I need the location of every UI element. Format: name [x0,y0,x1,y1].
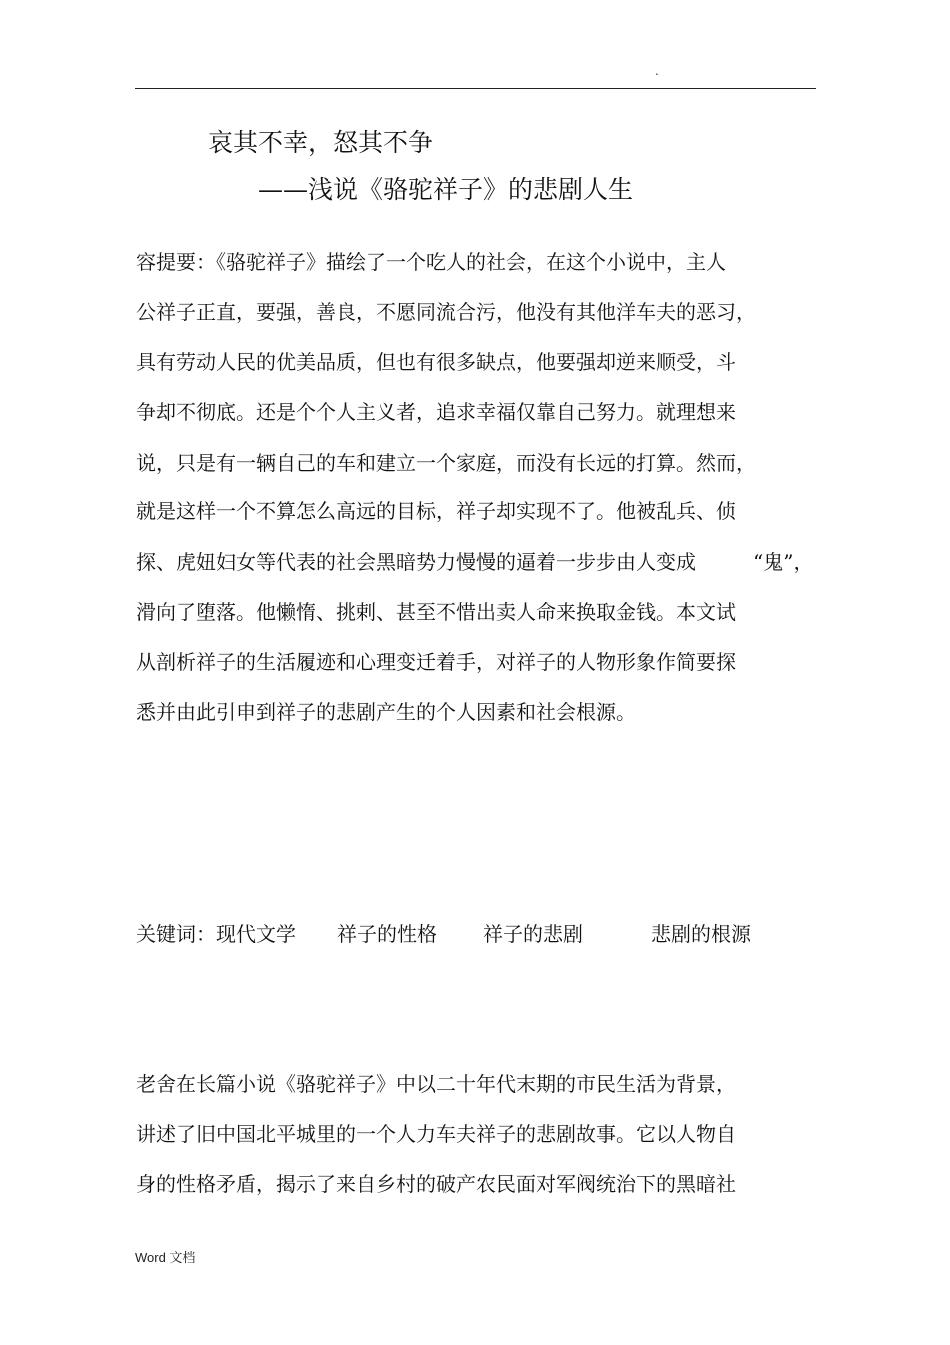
body-line: 身的性格矛盾，揭示了来自乡村的破产农民面对军阀统治下的黑暗社 [136,1172,736,1196]
body-line: 老舍在长篇小说《骆驼祥子》中以二十年代末期的市民生活为背景， [136,1072,736,1096]
abstract-line: 从剖析祥子的生活履迹和心理变迁着手，对祥子的人物形象作简要探 [136,650,736,674]
abstract-line: 说，只是有一辆自己的车和建立一个家庭，而没有长远的打算。然而， [136,451,756,475]
document-subtitle: ——浅说《骆驼祥子》的悲剧人生 [258,175,634,204]
footer-label: Word 文档 [135,1250,196,1265]
abstract-line: 容提要：《骆驼祥子》描绘了一个吃人的社会，在这个小说中，主人 [136,250,726,274]
abstract-line: 悉并由此引申到祥子的悲剧产生的个人因素和社会根源。 [136,700,636,724]
abstract-line: 就是这样一个不算怎么高远的目标，祥子却实现不了。他被乱兵、侦 [136,499,736,523]
keyword-item: 祥子的性格 [337,922,437,946]
keywords-label: 关键词：现代文学 [136,922,296,946]
abstract-line: 探、虎妞妇女等代表的社会黑暗势力慢慢的逼着一步步由人变成 [136,550,696,574]
keyword-item: 祥子的悲剧 [483,922,583,946]
header-rule [135,88,816,89]
document-title: 哀其不幸，怒其不争 [208,128,434,157]
abstract-line: 滑向了堕落。他懒惰、挑剌、甚至不惜出卖人命来换取金钱。本文试 [136,600,736,624]
keyword-item: 悲剧的根源 [651,922,751,946]
abstract-line: 争却不彻底。还是个个人主义者，追求幸福仅靠自己努力。就理想来 [136,400,736,424]
header-dot: . [655,64,659,78]
abstract-line: 公祥子正直，要强，善良，不愿同流合污，他没有其他洋车夫的恶习， [136,300,756,324]
body-line: 讲述了旧中国北平城里的一个人力车夫祥子的悲剧故事。它以人物自 [136,1122,736,1146]
abstract-line: 具有劳动人民的优美品质，但也有很多缺点，他要强却逆来顺受，斗 [136,350,736,374]
abstract-ghost-quote: “鬼”， [753,550,814,574]
